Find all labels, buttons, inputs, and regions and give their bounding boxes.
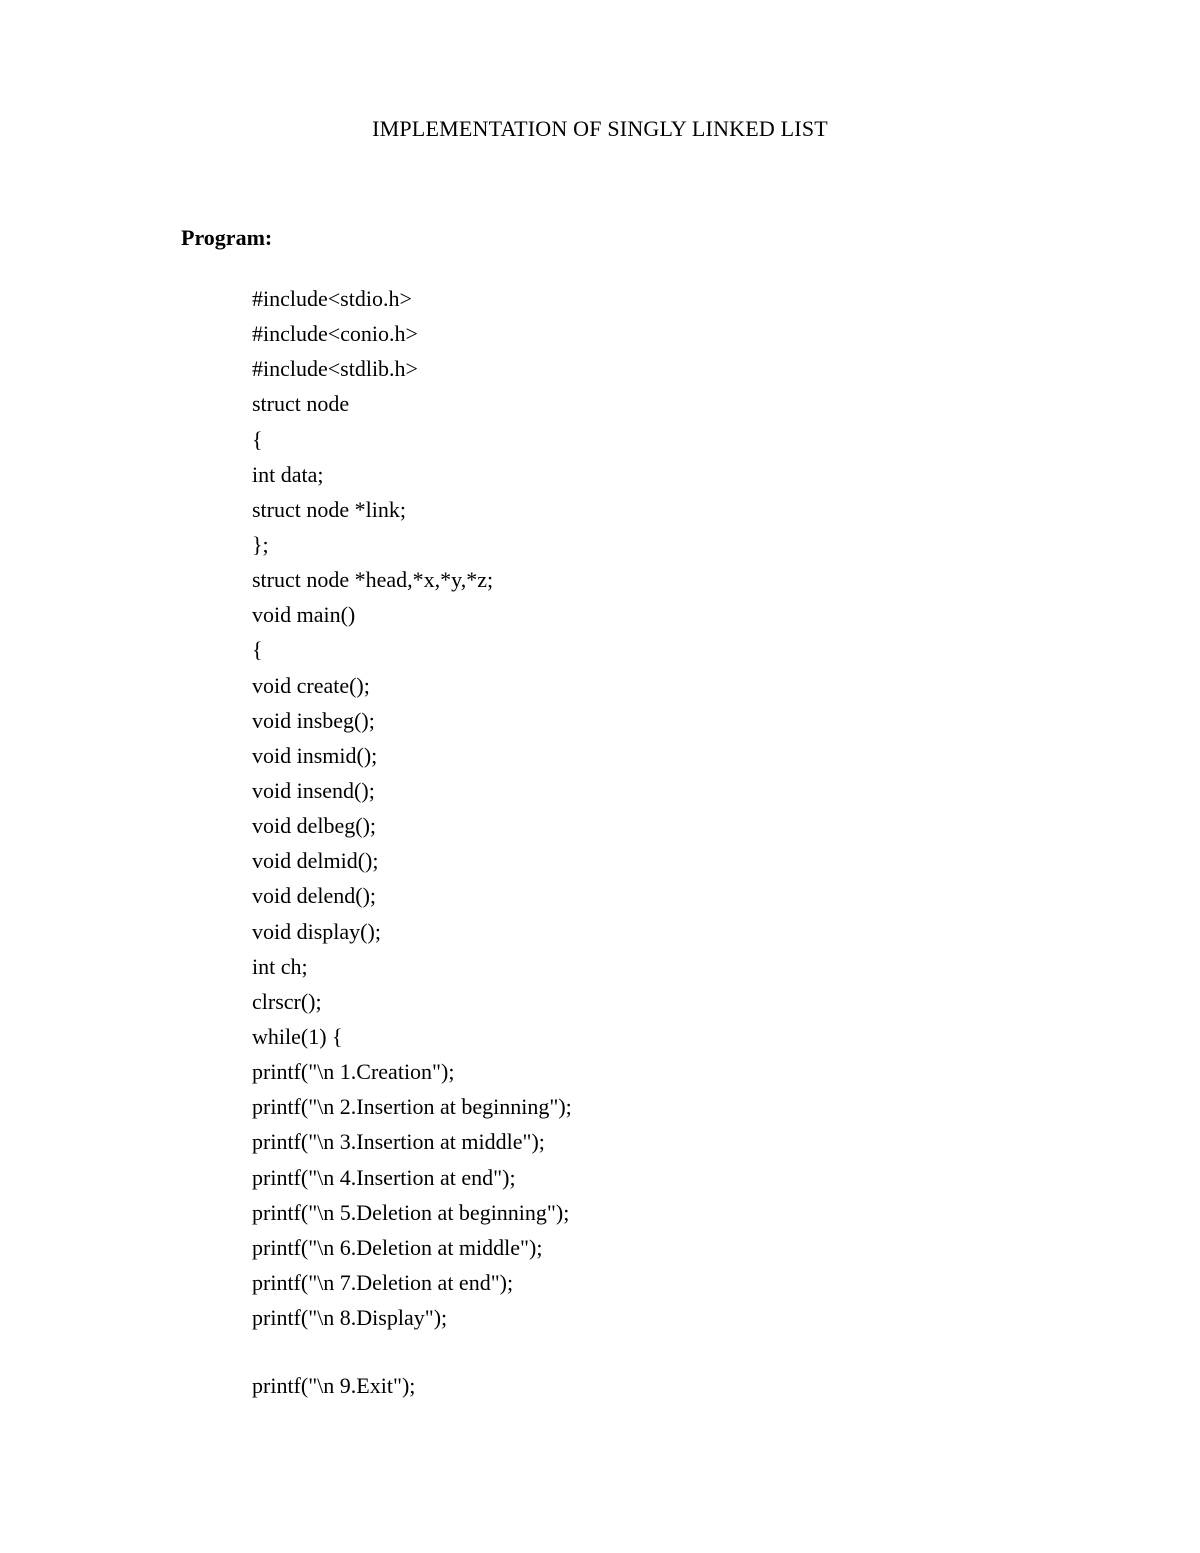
code-line: }; xyxy=(252,531,269,557)
code-line: void delend(); xyxy=(252,883,377,909)
code-line: void main() xyxy=(252,602,356,628)
code-line: printf("\n 5.Deletion at beginning"); xyxy=(252,1199,570,1225)
code-line: printf("\n 8.Display"); xyxy=(252,1305,448,1331)
code-line: #include<stdio.h> xyxy=(252,286,412,311)
document-title: IMPLEMENTATION OF SINGLY LINKED LIST xyxy=(372,116,828,141)
code-blank-gap xyxy=(252,1339,1152,1372)
code-line: printf("\n 4.Insertion at end"); xyxy=(252,1164,516,1190)
code-line: { xyxy=(252,637,263,663)
code-line: void display(); xyxy=(252,918,381,944)
code-line: void delbeg(); xyxy=(252,813,377,839)
code-line: printf("\n 2.Insertion at beginning"); xyxy=(252,1094,572,1120)
code-line: clrscr(); xyxy=(252,988,322,1014)
code-line: { xyxy=(252,426,263,452)
code-line: struct node *head,*x,*y,*z; xyxy=(252,567,494,593)
code-line: printf("\n 1.Creation"); xyxy=(252,1059,455,1085)
code-line: printf("\n 6.Deletion at middle"); xyxy=(252,1234,543,1260)
section-label-program: Program: xyxy=(181,225,273,250)
code-line: while(1) { xyxy=(252,1023,343,1049)
code-line: void insmid(); xyxy=(252,742,378,768)
code-listing xyxy=(252,285,1152,1407)
code-line: printf("\n 7.Deletion at end"); xyxy=(252,1269,514,1295)
code-line: void create(); xyxy=(252,672,370,698)
code-line: int data; xyxy=(252,461,324,487)
code-line: int ch; xyxy=(252,953,308,979)
code-line: #include<stdlib.h> xyxy=(252,356,418,382)
code-line: void delmid(); xyxy=(252,848,379,874)
code-line: void insbeg(); xyxy=(252,707,375,733)
code-line: printf("\n 9.Exit"); xyxy=(252,1373,416,1399)
code-line: struct node xyxy=(252,391,350,417)
code-line: void insend(); xyxy=(252,777,375,803)
code-line: printf("\n 3.Insertion at middle"); xyxy=(252,1129,545,1155)
code-line: #include<conio.h> xyxy=(252,321,418,347)
code-line: struct node *link; xyxy=(252,496,406,522)
